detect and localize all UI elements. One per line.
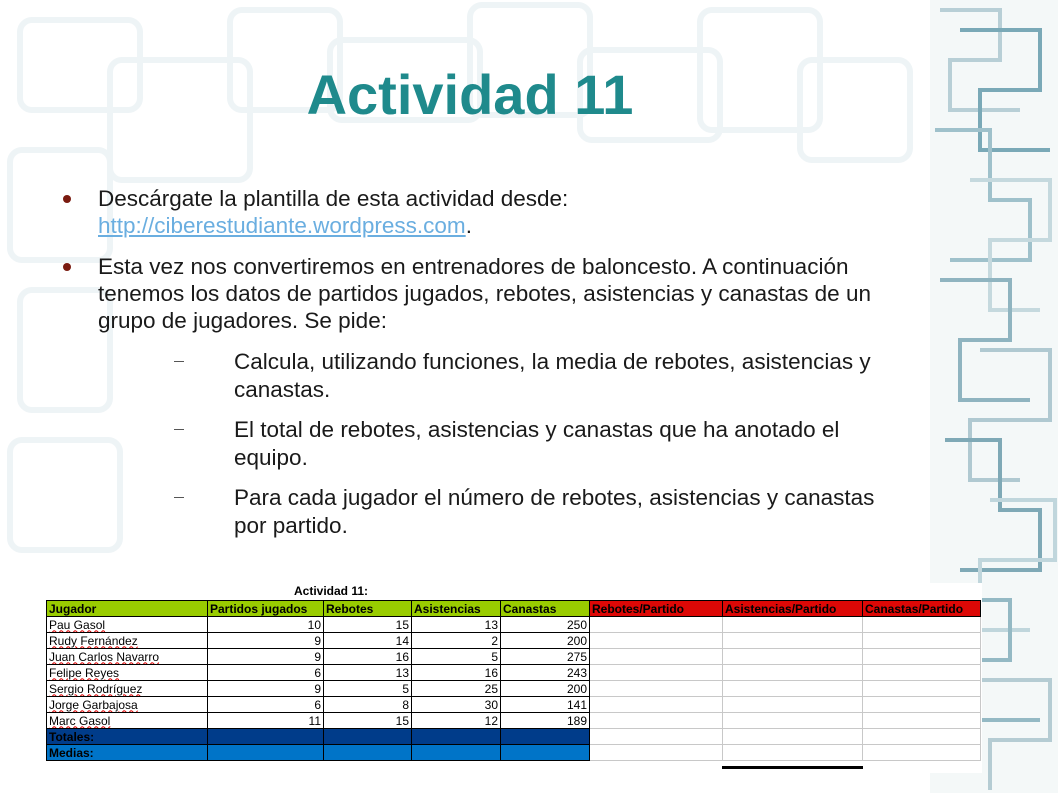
header-cell: Rebotes/Partido — [590, 601, 723, 617]
value-cell: 5 — [324, 681, 412, 697]
totals-cell — [324, 729, 412, 745]
header-cell: Partidos jugados — [208, 601, 324, 617]
empty-cell — [723, 617, 863, 633]
dash-bullet-icon — [174, 361, 184, 362]
value-cell: 12 — [412, 713, 501, 729]
table-row — [47, 713, 981, 729]
totals-row — [47, 729, 981, 745]
sheet-caption: Actividad 11: — [293, 584, 369, 598]
value-cell: 9 — [208, 681, 324, 697]
empty-cell — [723, 665, 863, 681]
empty-cell — [863, 617, 981, 633]
player-name-cell — [47, 649, 208, 665]
value-cell: 9 — [208, 633, 324, 649]
dash-bullet-icon — [174, 497, 184, 498]
value-cell: 14 — [324, 633, 412, 649]
value-cell: 6 — [208, 697, 324, 713]
means-cell — [208, 745, 324, 761]
player-name: Marc Gasol — [49, 713, 111, 728]
means-label: Medias: — [47, 745, 208, 761]
cell-border-line — [722, 766, 863, 769]
empty-cell — [723, 681, 863, 697]
bullet-dot-icon — [63, 263, 71, 271]
totals-cell — [501, 729, 590, 745]
player-name-cell — [47, 633, 208, 649]
empty-cell — [590, 617, 723, 633]
empty-cell — [590, 681, 723, 697]
value-cell: 200 — [501, 633, 590, 649]
player-name-cell — [47, 617, 208, 633]
value-cell: 13 — [324, 665, 412, 681]
empty-cell — [863, 633, 981, 649]
value-cell: 10 — [208, 617, 324, 633]
empty-cell — [590, 745, 723, 761]
table-row — [47, 617, 981, 633]
player-name: Juan Carlos Navarro — [49, 649, 160, 664]
empty-cell — [863, 745, 981, 761]
bullet-list — [62, 185, 892, 552]
stats-table — [46, 600, 981, 761]
table-header-row — [47, 601, 981, 617]
empty-cell — [723, 697, 863, 713]
player-name: Jorge Garbajosa — [49, 697, 138, 712]
dash-bullet-icon — [174, 429, 184, 430]
value-cell: 200 — [501, 681, 590, 697]
empty-cell — [863, 713, 981, 729]
value-cell: 141 — [501, 697, 590, 713]
value-cell: 16 — [324, 649, 412, 665]
task-item — [62, 484, 892, 540]
table-row — [47, 665, 981, 681]
slide-title: Actividad 11 — [306, 63, 634, 126]
task-text: Para cada jugador el número de rebotes, asistencias y canastas por partido. — [234, 485, 875, 538]
header-cell: Asistencias — [412, 601, 501, 617]
value-cell: 250 — [501, 617, 590, 633]
means-cell — [324, 745, 412, 761]
download-end: . — [465, 213, 472, 238]
means-row — [47, 745, 981, 761]
player-name: Sergio Rodríguez — [49, 681, 143, 696]
empty-cell — [590, 713, 723, 729]
empty-cell — [863, 665, 981, 681]
download-link[interactable]: http://ciberestudiante.wordpress.com — [98, 213, 466, 238]
task-text: El total de rebotes, asistencias y canastas que ha anotado el equipo. — [234, 417, 840, 470]
task-item — [62, 416, 892, 472]
table-row — [47, 681, 981, 697]
value-cell: 15 — [324, 617, 412, 633]
header-cell: Canastas/Partido — [863, 601, 981, 617]
empty-cell — [723, 633, 863, 649]
spreadsheet-image — [46, 583, 982, 773]
value-cell: 275 — [501, 649, 590, 665]
empty-cell — [590, 729, 723, 745]
empty-cell — [863, 649, 981, 665]
download-text: Descárgate la plantilla de esta actividad desde: — [98, 186, 569, 211]
value-cell: 5 — [412, 649, 501, 665]
empty-cell — [723, 649, 863, 665]
task-text: Calcula, utilizando funciones, la media de rebotes, asistencias y canastas. — [234, 349, 871, 402]
task-item — [62, 348, 892, 404]
player-name: Pau Gasol — [49, 617, 106, 632]
empty-cell — [590, 633, 723, 649]
empty-cell — [590, 697, 723, 713]
table-row — [47, 633, 981, 649]
totals-label: Totales: — [47, 729, 208, 745]
value-cell: 189 — [501, 713, 590, 729]
player-name-cell — [47, 665, 208, 681]
header-cell: Asistencias/Partido — [723, 601, 863, 617]
means-cell — [412, 745, 501, 761]
player-name-cell — [47, 713, 208, 729]
value-cell: 16 — [412, 665, 501, 681]
value-cell: 25 — [412, 681, 501, 697]
value-cell: 9 — [208, 649, 324, 665]
header-cell: Rebotes — [324, 601, 412, 617]
table-row — [47, 697, 981, 713]
value-cell: 13 — [412, 617, 501, 633]
empty-cell — [590, 665, 723, 681]
header-cell: Jugador — [47, 601, 208, 617]
bullet-intro — [62, 253, 892, 334]
empty-cell — [863, 681, 981, 697]
bullet-download — [62, 185, 892, 239]
totals-cell — [208, 729, 324, 745]
header-cell: Canastas — [501, 601, 590, 617]
empty-cell — [723, 729, 863, 745]
value-cell: 243 — [501, 665, 590, 681]
player-name: Rudy Fernández — [49, 633, 138, 648]
player-name: Felipe Reyes — [49, 665, 120, 680]
totals-cell — [412, 729, 501, 745]
means-cell — [501, 745, 590, 761]
intro-text: Esta vez nos convertiremos en entrenadores de baloncesto. A continuación tenemos los datos de partidos jugados, rebotes, asistencias y canastas de un grupo de jugadores. Se pide: — [98, 254, 871, 333]
table-row — [47, 649, 981, 665]
value-cell: 11 — [208, 713, 324, 729]
empty-cell — [863, 697, 981, 713]
player-name-cell — [47, 697, 208, 713]
bullet-dot-icon — [63, 195, 71, 203]
value-cell: 6 — [208, 665, 324, 681]
value-cell: 30 — [412, 697, 501, 713]
value-cell: 2 — [412, 633, 501, 649]
empty-cell — [863, 729, 981, 745]
empty-cell — [723, 745, 863, 761]
player-name-cell — [47, 681, 208, 697]
value-cell: 8 — [324, 697, 412, 713]
empty-cell — [723, 713, 863, 729]
value-cell: 15 — [324, 713, 412, 729]
empty-cell — [590, 649, 723, 665]
